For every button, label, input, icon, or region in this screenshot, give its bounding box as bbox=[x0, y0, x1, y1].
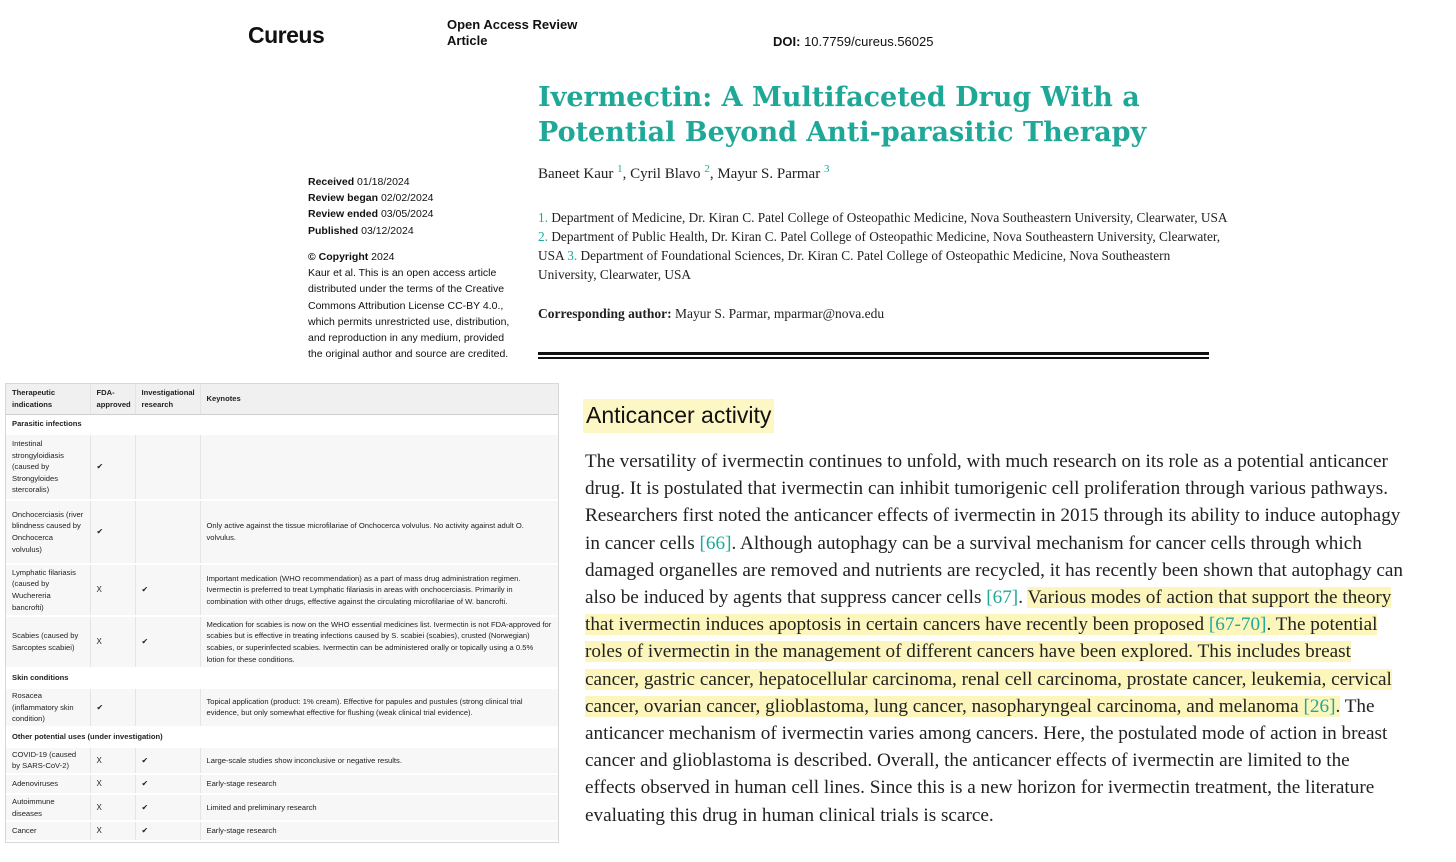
table-section-row bbox=[6, 668, 558, 688]
affiliation-number: 2. bbox=[538, 229, 548, 244]
fda-approved-cell: X bbox=[90, 616, 135, 668]
author-list: Baneet Kaur $^1$, Cyril Blavo $^2$, Mayur S. Parmar $^3$ bbox=[538, 163, 830, 182]
keynotes-cell: Medication for scabies is now on the WHO essential medicines list. Ivermectin is not FDA-approved for scabies but is effective in treating infections caused by S. scabiei (scabies), crusted (Norwegian) scabies, or superinfected scabies. Ivermectin can be administered orally or topically using a 0.5% lotion for these conditions. bbox=[200, 616, 558, 668]
investigational-cell: ✔ bbox=[135, 774, 200, 794]
fda-approved-cell: ✔ bbox=[90, 688, 135, 727]
citation-link[interactable]: [66] bbox=[699, 532, 732, 554]
investigational-cell: ✔ bbox=[135, 616, 200, 668]
copyright-block bbox=[308, 249, 520, 362]
keynotes-cell: Early-stage research bbox=[200, 774, 558, 794]
paragraph-text: . Although autophagy can be a survival mechanism for cancer cells through which damaged organelles are removed and nutrients are recycled, it has recently been shown that autophagy can also be induced by agents that suppress cancer cells bbox=[585, 532, 1403, 609]
table-row bbox=[6, 747, 558, 774]
fda-approved-cell: X bbox=[90, 747, 135, 774]
paragraph-text: . bbox=[1018, 587, 1028, 609]
doi-value[interactable]: 10.7759/cureus.56025 bbox=[804, 34, 934, 49]
citation-link[interactable]: [67-70] bbox=[1208, 614, 1267, 636]
article-type: Open Access Review Article bbox=[447, 17, 578, 48]
keynotes-cell: Limited and preliminary research bbox=[200, 794, 558, 821]
date-review-ended bbox=[308, 206, 434, 222]
section-title: Parasitic infections bbox=[6, 415, 558, 435]
date-received bbox=[308, 174, 434, 190]
table-section-row bbox=[6, 727, 558, 747]
anticancer-heading: Anticancer activity bbox=[583, 399, 774, 433]
affiliation-text: Department of Medicine, Dr. Kiran C. Patel College of Osteopathic Medicine, Nova Southeastern University, Clearwater, USA bbox=[551, 210, 1227, 225]
fda-approved-cell: ✔ bbox=[90, 500, 135, 564]
investigational-cell: ✔ bbox=[135, 564, 200, 616]
date-label: Published bbox=[308, 224, 359, 237]
section-title: Skin conditions bbox=[6, 668, 558, 688]
indication-cell: Onchocerciasis (river blindness caused by Onchocerca volvulus) bbox=[6, 500, 90, 564]
date-label: Received bbox=[308, 176, 355, 188]
highlighted-text: . bbox=[1335, 695, 1341, 717]
fda-approved-cell: X bbox=[90, 794, 135, 821]
keynotes-cell: Large-scale studies show inconclusive or negative results. bbox=[200, 747, 558, 774]
corresponding-author-value[interactable]: Mayur S. Parmar, mparmar@nova.edu bbox=[675, 306, 885, 321]
date-value: 02/02/2024 bbox=[380, 192, 434, 205]
indication-cell: Adenoviruses bbox=[6, 774, 90, 794]
indication-cell: COVID-19 (caused by SARS-CoV-2) bbox=[6, 747, 90, 774]
affiliations bbox=[538, 208, 1228, 284]
fda-approved-cell: X bbox=[90, 774, 135, 794]
affiliation-number: 3. bbox=[567, 248, 578, 263]
cureus-logo: Cureus bbox=[248, 22, 325, 48]
author-affiliation-number: 2 bbox=[704, 163, 710, 175]
table-section-row bbox=[6, 415, 558, 435]
investigational-cell: ✔ bbox=[135, 794, 200, 821]
header-divider-thick bbox=[538, 352, 1209, 355]
indication-cell: Intestinal strongyloidiasis (caused by Strongyloides stercoralis) bbox=[6, 434, 90, 500]
paragraph-text: The anticancer mechanism of ivermectin varies among cancers. Here, the postulated mode of action in breast cancer and glioblastoma is described. Overall, the anticancer effects of ivermectin are limited to the effects observed in human cell lines. Since this is a new horizon for ivermectin treatment, the literature evaluating this drug in human clinical trials is scarce. bbox=[585, 695, 1388, 826]
author-affiliation-number: 1 bbox=[617, 163, 623, 175]
table-header-row bbox=[6, 384, 558, 415]
indication-cell: Scabies (caused by Sarcoptes scabiei) bbox=[6, 616, 90, 668]
indications-table bbox=[6, 384, 558, 842]
column-header: Investigational research bbox=[135, 384, 200, 415]
investigational-cell bbox=[135, 500, 200, 564]
table-row bbox=[6, 564, 558, 616]
indications-table-container bbox=[5, 383, 559, 843]
indication-cell: Cancer bbox=[6, 821, 90, 841]
keynotes-cell: Topical application (product: 1% cream). Effective for papules and pustules (strong clinical trial evidence, but only somewhat effective for flushing (weak clinical trial evidence). bbox=[200, 688, 558, 727]
column-header: Keynotes bbox=[200, 384, 558, 415]
highlighted-text: . The potential roles of ivermectin in the management of different cancers have been explored. This includes breast cancer, gastric cancer, hepatocellular carcinoma, renal cell carcinoma, prostate cancer, leukemia, cervical cancer, ovarian cancer, glioblastoma, lung cancer, nasopharyngeal carcinoma, and melanoma bbox=[585, 614, 1392, 717]
highlighted-text: Various modes of action that support the theory that ivermectin induces apoptosis in certain cancers have recently been proposed bbox=[585, 587, 1392, 636]
date-review-began bbox=[308, 190, 434, 206]
author-affiliation-number: 3 bbox=[823, 163, 830, 175]
article-title: Ivermectin: A Multifaceted Drug With a Potential Beyond Anti-parasitic Therapy bbox=[538, 82, 1147, 148]
column-header: Therapeutic indications bbox=[6, 384, 90, 415]
affiliation-text: Department of Public Health, Dr. Kiran C. Patel College of Osteopathic Medicine, Nova Southeastern University, Clearwater, USA bbox=[538, 229, 1221, 263]
section-title: Other potential uses (under investigation) bbox=[6, 727, 558, 747]
corresponding-author bbox=[538, 306, 884, 322]
date-label: Review ended bbox=[308, 208, 379, 221]
investigational-cell bbox=[135, 688, 200, 727]
corresponding-author-label: Corresponding author: bbox=[538, 306, 672, 321]
table-row bbox=[6, 500, 558, 564]
date-published bbox=[308, 223, 434, 239]
table-row bbox=[6, 688, 558, 727]
citation-link[interactable]: [26] bbox=[1303, 695, 1336, 717]
indication-cell: Rosacea (inflammatory skin condition) bbox=[6, 688, 90, 727]
column-header: FDA-approved bbox=[90, 384, 135, 415]
fda-approved-cell: X bbox=[90, 821, 135, 841]
table-row bbox=[6, 774, 558, 794]
keynotes-cell: Early-stage research bbox=[200, 821, 558, 841]
investigational-cell bbox=[135, 434, 200, 500]
publication-dates bbox=[308, 174, 434, 239]
indication-cell: Lymphatic filariasis (caused by Wuchereria bancrofti) bbox=[6, 564, 90, 616]
author-name[interactable]: Mayur S. Parmar bbox=[717, 166, 821, 182]
copyright-heading bbox=[308, 249, 520, 265]
investigational-cell: ✔ bbox=[135, 747, 200, 774]
table-row bbox=[6, 434, 558, 500]
affiliation-text: Department of Foundational Sciences, Dr. Kiran C. Patel College of Osteopathic Medicine, Nova Southeastern University, Clearwater, USA bbox=[538, 248, 1171, 282]
keynotes-cell bbox=[200, 434, 558, 500]
anticancer-paragraph bbox=[585, 448, 1405, 829]
table-row bbox=[6, 616, 558, 668]
investigational-cell: ✔ bbox=[135, 821, 200, 841]
author-name[interactable]: Cyril Blavo bbox=[630, 166, 701, 182]
citation-link[interactable]: [67] bbox=[986, 587, 1019, 609]
paragraph-text: The versatility of ivermectin continues to unfold, with much research on its role as a potential anticancer drug. It is postulated that ivermectin can inhibit tumorigenic cell proliferation through various pathways. Researchers first noted the anticancer effects of ivermectin in 2015 through its ability to induce autophagy in cancer cells bbox=[585, 451, 1401, 554]
affiliation-number: 1. bbox=[538, 210, 548, 225]
fda-approved-cell: X bbox=[90, 564, 135, 616]
indication-cell: Autoimmune diseases bbox=[6, 794, 90, 821]
doi bbox=[773, 34, 933, 49]
date-label: Review began bbox=[308, 192, 379, 205]
fda-approved-cell: ✔ bbox=[90, 434, 135, 500]
author-name[interactable]: Baneet Kaur bbox=[538, 166, 614, 182]
copyright-label: © Copyright bbox=[308, 251, 369, 263]
table-row bbox=[6, 821, 558, 841]
keynotes-cell: Important medication (WHO recommendation) as a part of mass drug administration regimen. Ivermectin is preferred to treat Lymphatic filariasis in areas with onchocerciasis. Primarily in combination with other drugs, effective against the circulating microfilariae of W. bancrofti. bbox=[200, 564, 558, 616]
date-value: 03/12/2024 bbox=[361, 224, 414, 237]
keynotes-cell: Only active against the tissue microfilariae of Onchocerca volvulus. No activity against adult O. volvulus. bbox=[200, 500, 558, 564]
copyright-year: 2024 bbox=[371, 251, 395, 263]
header-divider-thin bbox=[538, 357, 1209, 359]
doi-label: DOI: bbox=[773, 34, 801, 49]
date-value: 03/05/2024 bbox=[380, 208, 434, 221]
copyright-text: Kaur et al. This is an open access article distributed under the terms of the Creative Commons Attribution License CC-BY 4.0., which permits unrestricted use, distribution, and reproduction in any medium, provided the original author and source are credited. bbox=[308, 267, 510, 361]
table-row bbox=[6, 794, 558, 821]
date-value: 01/18/2024 bbox=[357, 176, 410, 188]
